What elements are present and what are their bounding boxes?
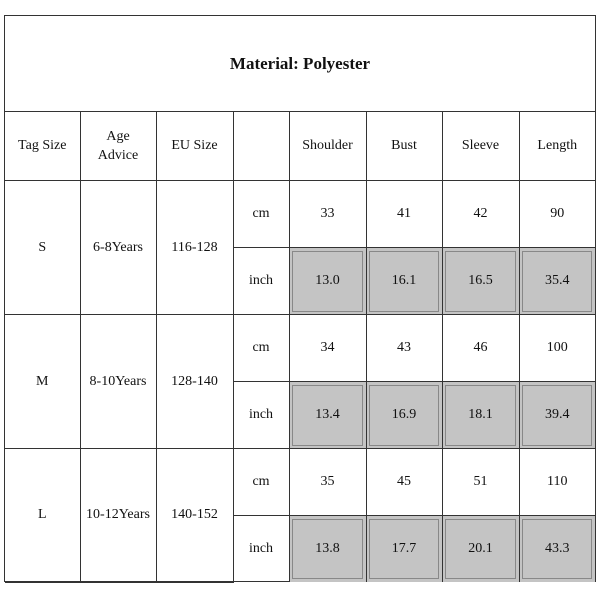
size-chart [4,15,596,582]
header-shoulder: Shoulder [289,112,366,181]
shoulder-cell: 13.8 [289,516,366,583]
shoulder-cell: 33 [289,181,366,248]
length-cell: 39.4 [519,382,595,449]
chart-title: Material: Polyester [5,16,595,112]
length-cell: 35.4 [519,248,595,315]
header-sleeve: Sleeve [442,112,519,181]
sleeve-cell: 18.1 [442,382,519,449]
length-cell: 100 [519,315,595,382]
age-advice-cell: 8-10Years [80,315,156,449]
header-eu-size: EU Size [156,112,233,181]
length-cell: 43.3 [519,516,595,583]
sleeve-cell: 51 [442,449,519,516]
table-row [5,181,595,248]
bust-cell: 16.9 [366,382,442,449]
size-table [5,111,595,583]
tag-size-cell: M [5,315,80,449]
unit-cell: cm [233,315,289,382]
eu-size-cell: 128-140 [156,315,233,449]
header-tag-size: Tag Size [5,112,80,181]
sleeve-cell: 42 [442,181,519,248]
bust-cell: 41 [366,181,442,248]
header-bust: Bust [366,112,442,181]
tag-size-cell: L [5,449,80,583]
age-advice-cell: 10-12Years [80,449,156,583]
shoulder-cell: 13.0 [289,248,366,315]
age-advice-cell: 6-8Years [80,181,156,315]
unit-cell: cm [233,449,289,516]
header-length: Length [519,112,595,181]
header-age-advice: Age Advice [80,112,156,181]
table-row [5,449,595,516]
table-row [5,315,595,382]
bust-cell: 17.7 [366,516,442,583]
sleeve-cell: 16.5 [442,248,519,315]
tag-size-cell: S [5,181,80,315]
bust-cell: 45 [366,449,442,516]
sleeve-cell: 46 [442,315,519,382]
header-row [5,112,595,181]
eu-size-cell: 140-152 [156,449,233,583]
shoulder-cell: 13.4 [289,382,366,449]
length-cell: 90 [519,181,595,248]
unit-cell: inch [233,248,289,315]
sleeve-cell: 20.1 [442,516,519,583]
header-unit [233,112,289,181]
length-cell: 110 [519,449,595,516]
shoulder-cell: 34 [289,315,366,382]
unit-cell: cm [233,181,289,248]
bust-cell: 43 [366,315,442,382]
unit-cell: inch [233,516,289,583]
bust-cell: 16.1 [366,248,442,315]
unit-cell: inch [233,382,289,449]
shoulder-cell: 35 [289,449,366,516]
eu-size-cell: 116-128 [156,181,233,315]
